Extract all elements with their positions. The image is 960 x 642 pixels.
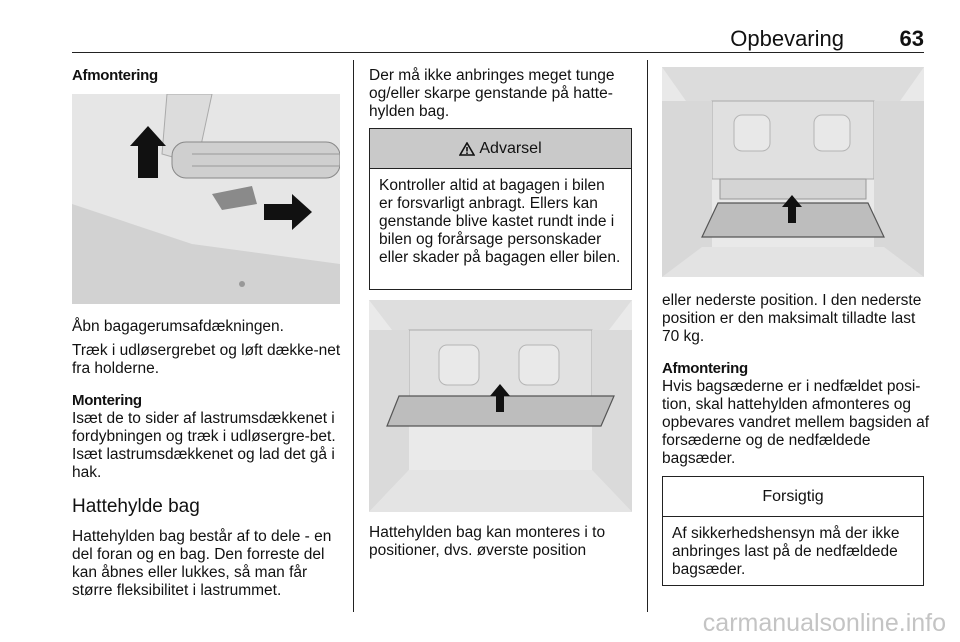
warning-triangle-icon bbox=[459, 142, 475, 156]
para-seats-folded: Hvis bagsæderne er i nedfældet posi-tion, skal hattehylden afmonteres og opbevares vandret mellem bagsiden af forsæderne og de nedfældede bagsæder. bbox=[662, 378, 930, 467]
warning-box bbox=[369, 128, 632, 290]
subheading-montering: Montering bbox=[72, 392, 142, 409]
caution-header bbox=[663, 477, 923, 517]
para-release-lever: Træk i udløsergrebet og løft dække-net fra holderne. bbox=[72, 342, 341, 377]
warning-title: Advarsel bbox=[479, 139, 542, 157]
page-header bbox=[72, 26, 924, 52]
figure-shelf-lower-position bbox=[662, 67, 924, 277]
warning-text: Kontroller altid at bagagen i bilen er forsvarligt anbragt. Ellers kan genstande blive kastet rundt inde i bilen og forårsage personskader eller skader på bagagen eller bilen. bbox=[379, 177, 621, 266]
para-open-cover: Åbn bagagerumsafdækningen. bbox=[72, 318, 284, 335]
para-no-heavy-objects: Der må ikke anbringes meget tunge og/eller skarpe genstande på hatte-hylden bag. bbox=[369, 67, 615, 120]
header-rule bbox=[72, 52, 924, 53]
caution-box bbox=[662, 476, 924, 586]
page-title: Opbevaring bbox=[730, 26, 844, 51]
heading-hattehylde-bag: Hattehylde bag bbox=[72, 496, 200, 517]
watermark: carmanualsonline.info bbox=[702, 609, 946, 637]
para-hattehylde-description: Hattehylden bag består af to dele - en del foran og en bag. Den forreste del kan åbnes eller lukkes, så man får større fleksibilitet i lastrummet. bbox=[72, 528, 332, 599]
para-lower-position: eller nederste position. I den nederste position er den maksimalt tilladte last 70 kg. bbox=[662, 292, 922, 345]
column-divider-1 bbox=[353, 60, 354, 612]
figure-shelf-upper-position bbox=[369, 300, 632, 512]
page-number: 63 bbox=[899, 26, 924, 51]
subheading-afmontering-2: Afmontering bbox=[662, 360, 748, 377]
warning-header bbox=[370, 129, 631, 169]
figure-cover-removal bbox=[72, 94, 340, 304]
column-divider-2 bbox=[647, 60, 648, 612]
subheading-afmontering-1: Afmontering bbox=[72, 67, 158, 84]
caution-text: Af sikkerhedshensyn må der ikke anbringes last på de nedfældede bagsæder. bbox=[672, 525, 900, 578]
caution-title: Forsigtig bbox=[762, 487, 824, 505]
para-mounting: Isæt de to sider af lastrumsdækkenet i fordybningen og træk i udløsergre-bet. Isæt lastrumsdækkenet og lad det gå i hak. bbox=[72, 410, 336, 481]
para-two-positions: Hattehylden bag kan monteres i to positioner, dvs. øverste position bbox=[369, 524, 606, 559]
